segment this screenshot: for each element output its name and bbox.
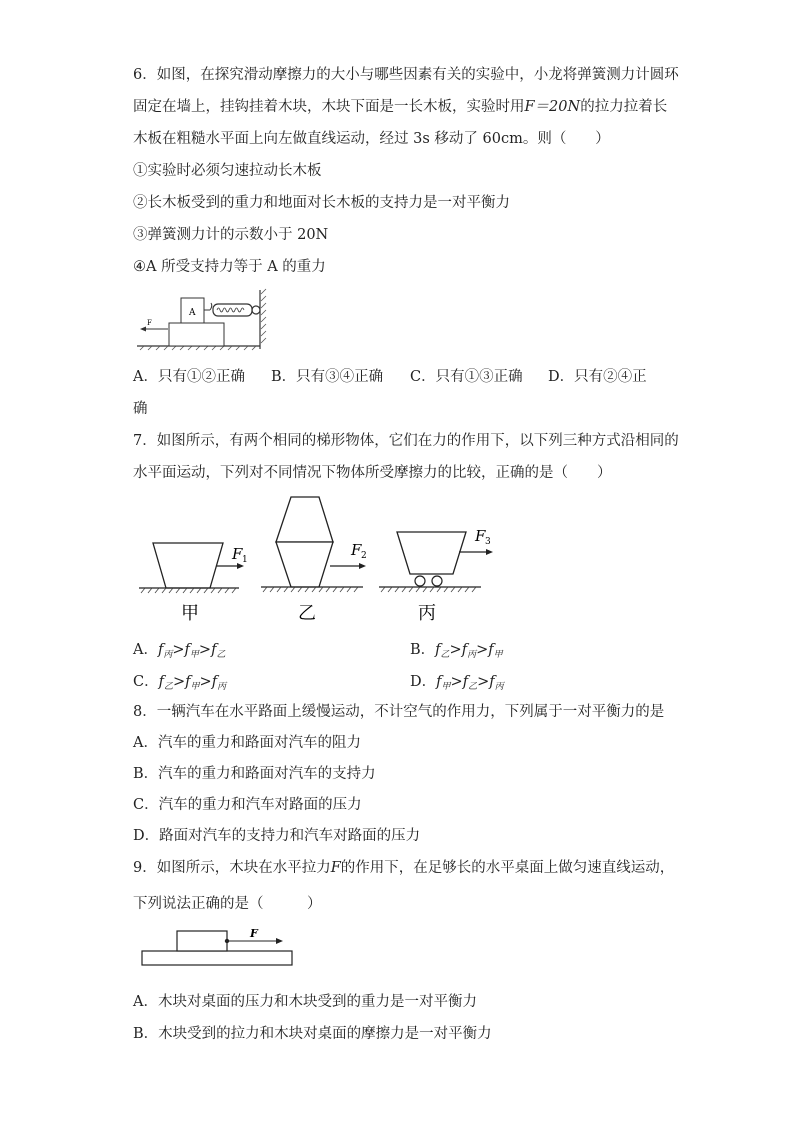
q9-force-label: F [250,927,258,940]
q7-wheel-left [415,576,425,586]
q9-diagram [140,922,300,970]
f-symbol: f [211,674,218,690]
q6-statement-3: ③弹簧测力计的示数小于 20N [133,227,329,243]
q7-figure-bing [379,527,493,624]
f-subscript: 甲 [441,682,451,692]
q7-option-d-prefix: D． [410,674,437,690]
q6-block-label: A [189,308,196,318]
q8-option-a[interactable]: A．汽车的重力和路面对汽车的阻力 [133,735,361,751]
q9-stem-line-1-pre: 9．如图所示，木块在水平拉力 [133,860,331,876]
q9-force-arrow [276,938,283,944]
q7-force-bing-sub: 3 [485,537,491,547]
gt-sign: > [450,674,463,690]
q7-force-jia-sub: 1 [242,555,248,565]
gt-sign: > [198,642,212,658]
gt-sign: > [199,674,212,690]
f-symbol: f [489,674,495,690]
q6-long-board [169,323,224,346]
f-symbol: f [462,674,469,690]
q9-force-var: F [330,860,341,876]
q6-stem-line-2 [133,97,667,117]
q7-trapezoid-yi-bottom [276,542,333,587]
q7-option-b[interactable] [410,640,503,665]
q7-wheel-right [432,576,442,586]
f-symbol: f [488,642,494,658]
q6-statement-1: ①实验时必须匀速拉动长木板 [133,163,322,179]
q7-force-bing: F [475,527,486,545]
gt-sign: > [173,674,186,690]
f-subscript: 丙 [467,650,477,660]
f-symbol: f [185,674,191,690]
q6-ring [252,306,260,314]
f-symbol: f [461,642,468,658]
q7-figure-yi [261,497,367,624]
q6-stem-line-3: 木板在粗糙水平面上向左做直线运动，经过 3s 移动了 60cm。则（ ） [133,131,610,147]
q6-statement-2: ②长木板受到的重力和地面对长木板的支持力是一对平衡力 [133,195,510,211]
q7-option-d[interactable] [410,672,504,697]
q6-stem-line-2-tail: 的拉力拉着长 [580,99,668,115]
q7-label-yi: 乙 [298,603,316,624]
q8-option-d[interactable]: D．路面对汽车的支持力和汽车对路面的压力 [133,828,421,844]
f-symbol: f [211,642,217,658]
f-subscript: 乙 [468,682,478,692]
q6-spring-scale [213,304,252,316]
q9-option-b[interactable]: B．木块受到的拉力和木块对桌面的摩擦力是一对平衡力 [133,1026,492,1042]
q8-option-b[interactable]: B．汽车的重力和路面对汽车的支持力 [133,766,376,782]
f-subscript: 甲 [189,650,199,660]
q6-force-label: F [147,319,152,327]
f-symbol: f [435,642,441,658]
f-subscript: 丙 [163,650,173,660]
f-symbol: f [184,642,190,658]
f-subscript: 乙 [216,650,226,660]
q8-stem: 8．一辆汽车在水平路面上缓慢运动，不计空气的作用力，下列属于一对平衡力的是 [133,704,665,720]
q7-force-yi: F [351,541,362,559]
q7-force-jia: F [232,545,243,563]
f-subscript: 乙 [440,650,450,660]
q7-option-a[interactable] [133,640,225,665]
f-symbol: f [436,674,442,690]
q7-option-c-prefix: C． [133,674,159,690]
f-subscript: 甲 [190,682,200,692]
q9-stem-line-1 [133,858,674,878]
q6-wall-hatch [261,289,266,343]
q6-option-b[interactable]: B．只有③④正确 [271,369,384,385]
q6-option-c[interactable]: C．只有①③正确 [410,369,523,385]
q9-stem-line-1-post: 的作用下，在足够长的水平桌面上做匀速直线运动， [340,860,675,876]
q7-label-jia: 甲 [181,603,199,624]
q9-option-a[interactable]: A．木块对桌面的压力和木块受到的重力是一对平衡力 [133,994,477,1010]
q9-table [142,951,292,965]
q9-stem-line-2: 下列说法正确的是（ ） [133,896,322,912]
q9-wooden-block [177,931,227,951]
q6-option-d[interactable]: D．只有②④正 [548,369,647,385]
q7-trapezoid-bing [397,532,466,574]
q7-option-c[interactable] [133,672,226,697]
q6-diagram [132,286,272,354]
f-subscript: 甲 [493,650,503,660]
q7-diagram [135,490,500,630]
q6-option-a[interactable]: A．只有①②正确 [133,369,245,385]
q7-trapezoid-jia [153,543,223,588]
gt-sign: > [172,642,185,658]
q7-label-bing: 丙 [418,603,436,624]
gt-sign: > [476,642,489,658]
gt-sign: > [477,674,490,690]
q6-ground-hatch [140,346,256,350]
q6-force-arrow [140,327,146,332]
f-symbol: f [157,642,164,658]
f-subscript: 丙 [217,682,227,692]
f-symbol: f [158,674,164,690]
q7-stem-line-2: 水平面运动，下列对不同情况下物体所受摩擦力的比较，正确的是（ ） [133,465,612,481]
q6-stem-line-1: 6．如图，在探究滑动摩擦力的大小与哪些因素有关的实验中，小龙将弹簧测力计圆环 [133,67,679,83]
q6-option-d-wrap: 确 [133,401,148,417]
q7-force-yi-sub: 2 [361,551,367,561]
q6-stem-line-2-text: 固定在墙上，挂钩挂着木块，木块下面是一长木板，实验时用 [133,99,525,115]
gt-sign: > [449,642,462,658]
q7-figure-jia [139,543,248,624]
q7-option-a-prefix: A． [133,642,158,658]
q7-option-b-prefix: B． [410,642,436,658]
q8-option-c[interactable]: C．汽车的重力和汽车对路面的压力 [133,797,362,813]
f-subscript: 丙 [494,682,504,692]
q6-force-value: F＝20N [524,99,581,115]
q6-statement-4: ④A 所受支持力等于 A 的重力 [133,259,326,275]
f-subscript: 乙 [163,682,173,692]
q7-trapezoid-yi-top [276,497,333,542]
q7-stem-line-1: 7．如图所示，有两个相同的梯形物体，它们在力的作用下，以下列三种方式沿相同的 [133,433,679,449]
